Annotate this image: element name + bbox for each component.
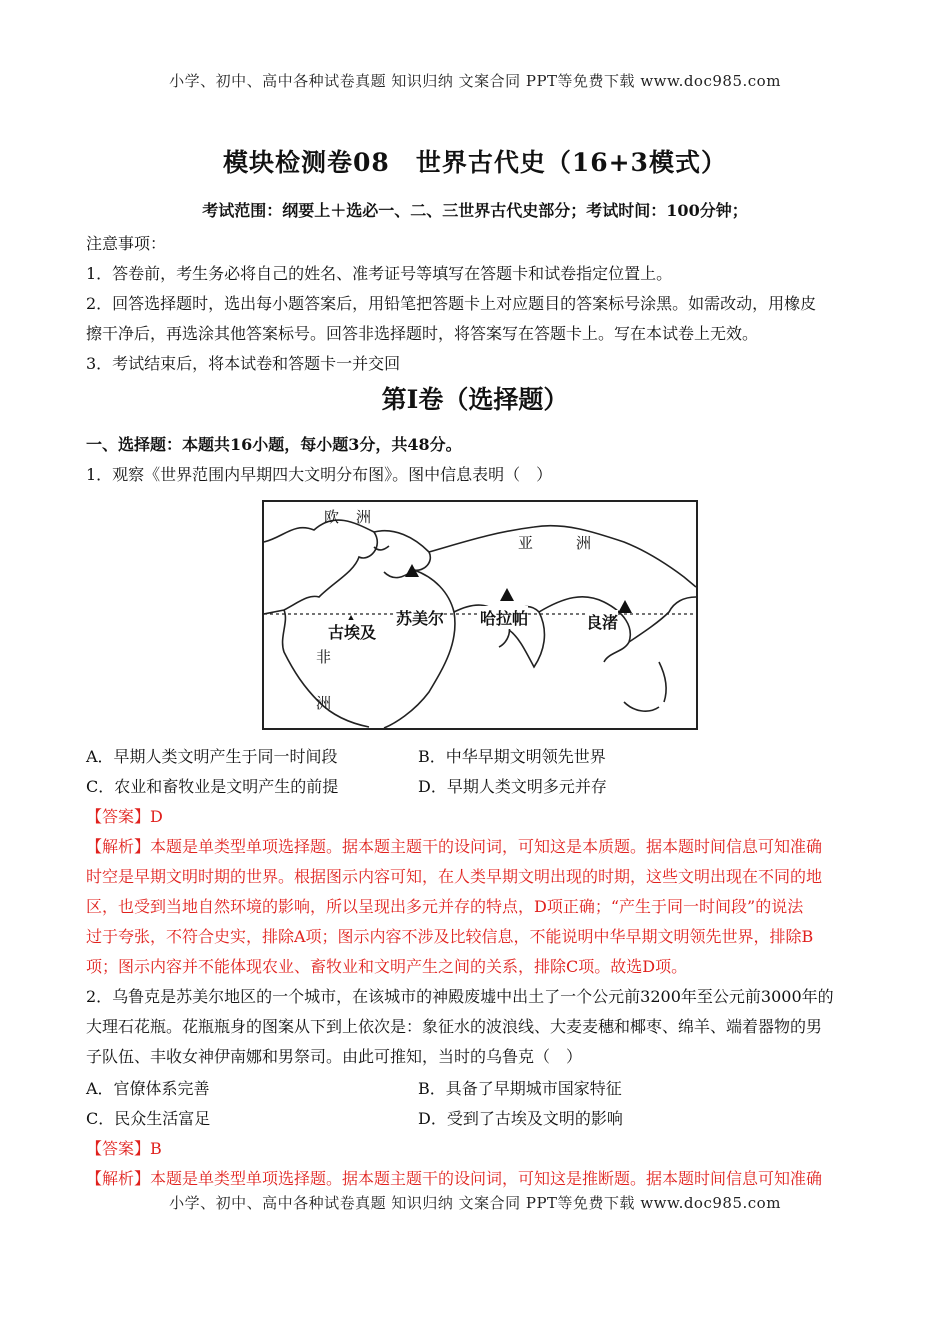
q1-stem: 1．观察《世界范围内早期四大文明分布图》。图中信息表明（ ） (86, 465, 553, 484)
notice-item-1: 1．答卷前，考生务必将自己的姓名、准考证号等填写在答题卡和试卷指定位置上。 (86, 264, 673, 283)
exam-title: 模块检测卷08 世界古代史（16+3模式） (223, 148, 727, 177)
label-africa-2: 洲 (316, 694, 332, 712)
site-ancient-egypt: 古埃及 (328, 620, 376, 643)
exam-scope: 考试范围：纲要上＋选必一、二、三世界古代史部分；考试时间：100分钟； (202, 201, 748, 220)
q2-option-c: C．民众生活富足 (86, 1109, 211, 1128)
q1-answer: 【答案】D (86, 807, 163, 826)
site-liangzhu: 良渚 (586, 610, 618, 633)
label-europe-2: 洲 (356, 508, 372, 526)
part-heading: 一、选择题：本题共16小题，每小题3分，共48分。 (86, 435, 462, 454)
page-footer: 小学、初中、高中各种试卷真题 知识归纳 文案合同 PPT等免费下载 www.doc985.com (169, 1194, 781, 1212)
label-asia-2: 洲 (576, 534, 592, 552)
q1-option-a: A．早期人类文明产生于同一时间段 (86, 747, 338, 766)
site-sumer: 苏美尔 (396, 606, 444, 629)
q2-answer: 【答案】B (86, 1139, 162, 1158)
q2-option-d: D．受到了古埃及文明的影响 (418, 1109, 623, 1128)
q1-option-c: C．农业和畜牧业是文明产生的前提 (86, 777, 339, 796)
q1-analysis-line-2: 时空是早期文明时期的世界。根据图示内容可知，在人类早期文明出现的时期，这些文明出现在不同的地 (86, 867, 823, 886)
page-header: 小学、初中、高中各种试卷真题 知识归纳 文案合同 PPT等免费下载 www.doc985.com (169, 72, 781, 90)
q1-option-d: D．早期人类文明多元并存 (418, 777, 607, 796)
q1-analysis-line-1: 【解析】本题是单类型单项选择题。据本题主题干的设问词，可知这是本质题。据本题时间信息可知准确 (86, 837, 823, 856)
q2-stem-line-3: 子队伍、丰收女神伊南娜和男祭司。由此可推知，当时的乌鲁克（ ） (86, 1047, 583, 1066)
world-civilizations-map (262, 500, 698, 730)
q2-stem-line-2: 大理石花瓶。花瓶瓶身的图案从下到上依次是：象征水的波浪线、大麦麦穗和椰枣、绵羊、端着器物的男 (86, 1017, 823, 1036)
notice-item-3: 3．考试结束后，将本试卷和答题卡一并交回 (86, 354, 401, 373)
notice-item-2: 2．回答选择题时，选出每小题答案后，用铅笔把答题卡上对应题目的答案标号涂黑。如需改动，用橡皮 (86, 294, 817, 313)
site-harappa: 哈拉帕 (480, 606, 528, 629)
q2-option-b: B．具备了早期城市国家特征 (418, 1079, 622, 1098)
notice-item-2-cont: 擦干净后，再选涂其他答案标号。回答非选择题时，将答案写在答题卡上。写在本试卷上无效。 (86, 324, 759, 343)
section-title: 第I卷（选择题） (381, 385, 569, 414)
q2-analysis-line-1: 【解析】本题是单类型单项选择题。据本题主题干的设问词，可知这是推断题。据本题时间信息可知准确 (86, 1169, 823, 1188)
label-asia-1: 亚 (518, 534, 534, 552)
q1-option-b: B．中华早期文明领先世界 (418, 747, 606, 766)
q2-option-a: A．官僚体系完善 (86, 1079, 210, 1098)
q1-analysis-line-4: 过于夸张，不符合史实，排除A项；图示内容不涉及比较信息，不能说明中华早期文明领先世界，排除B (86, 927, 814, 946)
label-europe-1: 欧 (324, 508, 340, 526)
q1-analysis-line-3: 区，也受到当地自然环境的影响，所以呈现出多元并存的特点，D项正确；“产生于同一时间段”的说法 (86, 897, 804, 916)
notice-heading: 注意事项： (86, 234, 167, 253)
q2-stem-line-1: 2．乌鲁克是苏美尔地区的一个城市，在该城市的神殿废墟中出土了一个公元前3200年至公元前3000年的 (86, 987, 834, 1006)
label-africa-1: 非 (316, 648, 332, 666)
q1-analysis-line-5: 项；图示内容并不能体现农业、畜牧业和文明产生之间的关系，排除C项。故选D项。 (86, 957, 688, 976)
